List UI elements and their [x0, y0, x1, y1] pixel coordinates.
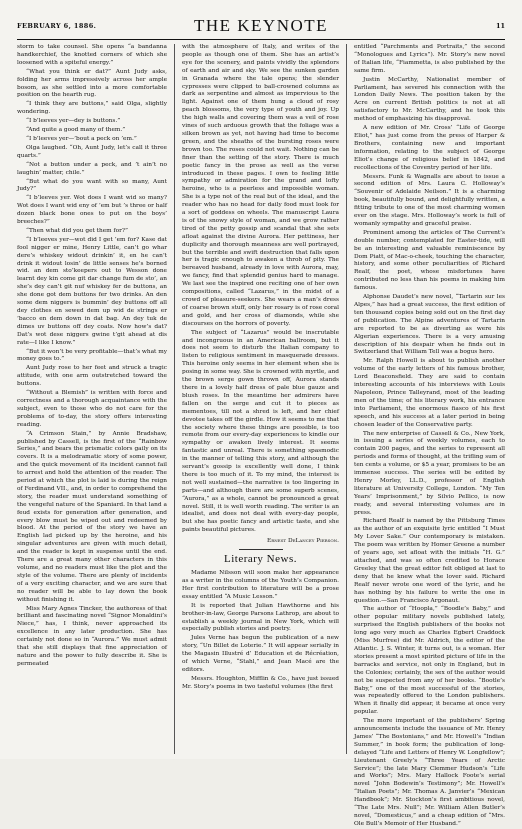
news-item: The new enterprise of Cassell & Co., New York, in issuing a series of weekly volumes, each to contain 200 pages, and the series to represent all periods and forms of thought, at the trifling sum of ten cents a volume, or $5 a year, promises to be an immense success. The series will be edited by Henry Morley, LL.D., professor of English literature at University College, London. “My Ten Years’ Imprisonment,” by Silvio Pellico, is now ready, and several interesting volumes are in press.: [354, 430, 505, 516]
paragraph: “Not a button under a peck, and ’t ain’t no laughin’ matter, chile.”: [17, 161, 167, 176]
news-item: Mr. Ralph Howell is about to publish another volume of the early letters of his famous brother, Lord Beaconsfield. They are said to contain interesting accounts of his interviews with Louis Napoleon, Prince Talleyrand, most of the leading men of the time; of his literary work, his entrance into Parliament, the enormous fiasco of his first speech, and his success at a later period in being chosen leader of the Conservative party.: [354, 358, 505, 428]
paragraph: “What you think er dat?” Aunt Judy asks, folding her arms impressively across her ample bosom, as she settled into a more comfortable position on the hearth rug.: [17, 68, 167, 99]
paragraph: “I b’leeves yer—’bout a peck on ’em.”: [26, 135, 137, 142]
news-item: Messrs. Houghton, Mifflin & Co., have just issued Mr. Story’s poems in two tasteful volumes (the first: [182, 675, 339, 690]
news-item: Richard Realf is named by the Pittsburg Times as the author of an exquisite lyric entitled “I Must My Lover Sake.” Our contemporary is mistaken. The poem was written by Homer Greene a number of years ago, set afloat with the initials “H. G.” attached, and was so often credited to Horace Greeley that the great editor felt obliged at last to deny that he knew what the lover said. Richard Realf never wrote one word of the lyric, and he has nothing by his failure to write the one in question.—San Francisco Argonaut.: [354, 518, 505, 604]
section-divider: [239, 549, 283, 550]
paragraph: storm to take counsel. She opens “a bandanna handkerchief, the knotted corners of which she loosened with a spiteful energy.”: [17, 44, 167, 66]
paragraph: “But it won’t be very profitable—that’s what my money goes to.”: [17, 348, 167, 363]
news-item: Messrs. Funk & Wagnalls are about to issue a second edition of Mrs. Laura C. Holloway’s “Souvenir of Adelaide Neilson.” It is a charming book, beautifully bound, and delightfully written, a fitting tribute to one of the most charming women ever on the stage. Mrs. Holloway’s work is full of womanly sympathy and graceful praise.: [354, 173, 505, 227]
masthead: THE KEYNOTE: [193, 16, 329, 35]
paragraph: Aunt Judy rose to her feet and struck a tragic attitude, with one arm outstretched toward the buttons.: [17, 365, 167, 388]
issue-date: FEBRUARY 6, 1886.: [17, 22, 97, 30]
news-item: entitled “Parchments and Portraits,” the second “Monologues and Lyrics”). Mr. Story’s new novel of Italian life, “Fiammetta, is also published by the same firm.: [354, 44, 505, 74]
news-item: Alphonse Daudet’s new novel, “Tartarin sur les Alpes,” has had a great success, the first edition of ten thousand copies being sold out on the first day of publication. The Alpine adventures of Tartarin are reported to be as diverting as were his Algerian experiences. There is a very amusing description of his despair when he finds out in Switzerland that William Tell was a bogus hero.: [354, 294, 505, 356]
paragraph: The subject of “Lazarus” would be inscrutable and incongruous in an American ballroom, but it does not seem to disturb the Italian company to listen to religious sentiment in masquerade dresses. This heroine only seems in her element when she is posing in some way. She is crowned with myrtle, and the brown serge gown thrown off, Aurora stands there in a lovely half dress of pale blue gauze and blush roses. In the meantime her admirers have fallen on the serge and cut it to pieces as mementoes, till not a shred is left, and her chief devotee takes off the girdle. How it seems to me that the society where these things are possible, is too remote from our every-day experiences to kindle our sympathy or awaken lively interest. It seems fantastic and unreal. There is something spasmodic in the manner of telling this story, and although the servant’s gossip is excellently well done, I think there is too much of it. To my mind, the interest is not well sustained—the narrative is too lingering in parts—and although there are some superb scenes, “Aurora,” as a whole, cannot be pronounced a great novel. Still, it is well worth reading. The writer is an idealist, and does not deal with every-day people, but she has poetic fancy and artistic taste, and she paints beautiful pictures.: [182, 329, 339, 534]
news-item: A new edition of Mr. Cross’ “Life of George Eliot,” has just come from the press of Harper & Brothers, containing new and important information, relating to the subject of George Eliot’s change of religious belief in 1842, and recollections of the Coventry period of her life.: [354, 125, 505, 171]
page-number: 11: [495, 22, 505, 30]
column-divider: [346, 44, 347, 754]
paragraph: “I b’leeves yer. Wot does I want wid so many? Wot does I want wid eny of ’em but ’s three or half dozen black bone ones to put on the boys’ breeches?”: [17, 195, 167, 226]
page-header: [17, 18, 505, 36]
column-divider: [174, 44, 175, 754]
news-item: The author of “Hoopla,” “Boodle’s Baby,” and other popular military novels published lately, surprised the English publishers of the books not long ago very much as Charles Egbert Craddock (Miss Murfree) did Mr. Aldrich, the editor of the Atlantic. J. S. Winter, it turns out, is a woman. Her stories present a most spirited picture of life in the barracks and service, not only in England, but in the Colonies; certainly, the sex of the author would not be suspected from any of her books. “Bootle’s Baby,” one of the most successful of the stories, was repeatedly offered to the London publishers. When it finally did appear, it became at once very popular.: [354, 606, 505, 716]
news-item: Jules Verne has begun the publication of a new story, “Un Billet de Loterie.” It will appear serially in the Magasin Illustré d’ Education et de Récréation, of which Verne, “Stahl,” and Jean Macé are the editors.: [182, 635, 339, 673]
paragraph: with the atmosphere of Italy, and writes of the people as though one of them. She has an artist’s eye for the scenery, and paints vividly the splendors of earth and air and sky. We see the sunken garden in Granada where the tale opens; the slender cypresses were clipped to ball-crowned columns as dark as serpentine and almost as impervious to the light. Against one of them hung a cloud of rosy peach blossoms, the very type of youth and joy. Up the high walls and covering them was a veil of rose vines of such arduous growth that the foliage was a silken brown as yet, not having had time to become green, and the sheaths of the bursting roses were brown too. The roses could not wait. Nothing can be finer than the setting of the story. There is much poetic fancy in the prose as well as the verse introduced in these pages. I own to feeling little sympathy or admiration for the grand and lofty heroine, who is a peerless and impossible woman. She is a type not of the real but of the ideal, and the reader who has no head for daily food must look for a sort of goddess on wheels. The manuscript Laura is of the snowy style of woman, and we grow rather tired of the petty gossip and scandal that she sets afloat against the divine Aurora. Her pettiness, her duplicity and thorough meanness are well portrayed, but the terrible and swift destruction that falls upon her is tragic enough to awaken a throb of pity. The bereaved husband, already in love with Aurora, may, we fancy, find that splendid genius hard to manage. We last see the inspired one reciting one of her own compositions, called “Lazarus,” in the midst of a crowd of pleasure-seekers. She wears a man’s dress of coarse brown stuff, only her rosary is of rose coral and gold, and her cross of diamonds, while she discourses on the horrors of poverty.: [182, 44, 339, 327]
news-item: It is reported that Julian Hawthorne and his brother-in-law, George Parsons Lathrop, are about to establish a weekly journal in New York, which will especially publish stories and poetry.: [182, 602, 339, 633]
header-rule: [17, 39, 505, 40]
paragraph: “I b’leeves yer—wot did I get ’em for? Kase dat fool nigger er mine, Henry Little, can’t go whar dere’s whiskey widout drinkin’ it, en he can’t drink it widout losin’ de little senses he’s borned wid. an dem sto’keepers out to Wesson done learnt dey kin come git dar change fum de sto’, an she’s dey can’t git nuf whiskey fer de buttons, an she done got dem buttons fer two drinks. An den some dem niggers is bummin’ dey buttons off all dey clothes en sewed dem up wid de strings er ’bacco en dem down in dat bag. An dey tuk de dimes uv buttons off dey coats. Now how’s dat? Dat’s wot dese niggers gwine t’git ahead at dis rate—I like I know.”: [17, 236, 167, 346]
paragraph: Olga laughed. “Oh, Aunt Judy, let’s call it three quarts.”: [17, 144, 167, 159]
news-item: The more important of the publishers’ Spring announcements include the issuance of Mr. Henry James’ “The Bostonians,” and Mr. Howell’s “Indian Summer,” in book form; the publication of long-delayed “Life and Letters of Henry W. Longfellow”; Lieutenant Greely’s “Three Years of Arctic Service”; the late Mary Clemmer Hudson’s “Life and Works”; Mrs. Mary Hallock Foote’s serial novel “John Bodewin’s Testimony”; Mr. Howell’s “Italian Poets”; Mr. Thomas A. Janvier’s “Mexican Handbook”; Mr. Stockton’s first ambitious novel, “The Late Mrs. Null”; Mr. William Allen Butler’s novel, “Domesticus,” and a cheap edition of “Mrs. Ole Bull’s Memoir of Her Husband.”: [354, 718, 505, 827]
news-item: Madame Nilsson will soon make her appearance as a writer in the columns of the Youth’s Companion. Her first contribution to literature will be a prose essay entitled “A Music Lesson.”: [182, 570, 339, 600]
column-left: [17, 44, 167, 752]
paragraph: “Without a Blemish” is written with force and correctness and a thorough acquaintance with the subject, even to those who do not care for the problems of to-day, the story offers interesting reading.: [17, 390, 167, 428]
section-heading-literary-news: Literary News.: [224, 553, 297, 566]
paragraph: “Then what did you get them for?”: [26, 227, 128, 234]
news-item: Prominent among the articles of The Current’s double number, contemplated for Easter-tide, will be an interesting and valuable reminiscence by Dom Piatt, of Mac-o-cheek, touching the character, history, and some other peculiarities of Richard Realf, the poet, whose misfortunes have contributed no less than his poems in making him famous.: [354, 229, 505, 292]
paragraph: “But what do you want with so many, Aunt Judy?”: [17, 178, 167, 193]
news-item: Justin McCarthy, Nationalist member of Parliament, has severed his connection with the London Daily News. The position taken by the Acre on current British politics is not at all satisfactory to Mr. McCarthy, and he took this method of emphasizing his disapproval.: [354, 76, 505, 123]
paragraph: Miss Mary Agnes Tincker, the authoress of that brilliant and fascinating novel “Signor Monaldini’s Niece,” has, I think, never approached its excellence in any later production. She has certainly not done so in “Aurora.” We must admit that she still displays that fine appreciation of nature and the power to fully describe it. She is permeated: [17, 605, 167, 667]
paragraph: “And quite a good many of them.”: [26, 127, 126, 134]
author-signature: Ernest DeLancey Pierson.: [267, 538, 339, 545]
paragraph: “I b’leeves yer—dey is buttons.”: [26, 118, 121, 125]
paragraph: “A Crimson Stain,” by Annie Bradshaw, published by Cassell, is the first of the “Rainbow Series,” and bears the prismatic colors gaily on its covers. It is a melodramatic story of some power, and the quick movement of its incident cannot fail to arrest and hold the attention of the reader. The period at which the plot is laid is during the reign of Ferdinand VII., and, in order to comprehend the story, the reader must understand something of the vengeful nature of the Spaniard. In that land a feud exists for generation after generation, and every blow must be wiped out and redeemed by blood. At the period of the story we have an English lad picked up by the heroine, and his singular adventures are given with much detail, and the reader is kept in suspense until the end. There are a great many other characters in this volume, and no readers must like the plot and the style of the volume. There are plenty of incidents of a very exciting character, and we are sure that no reader will be able to lay down the book without finishing it.: [17, 430, 167, 603]
paragraph: “I think they are buttons,” said Olga, slightly wondering.: [17, 101, 167, 116]
column-middle: [182, 44, 339, 752]
column-right: [354, 44, 505, 827]
